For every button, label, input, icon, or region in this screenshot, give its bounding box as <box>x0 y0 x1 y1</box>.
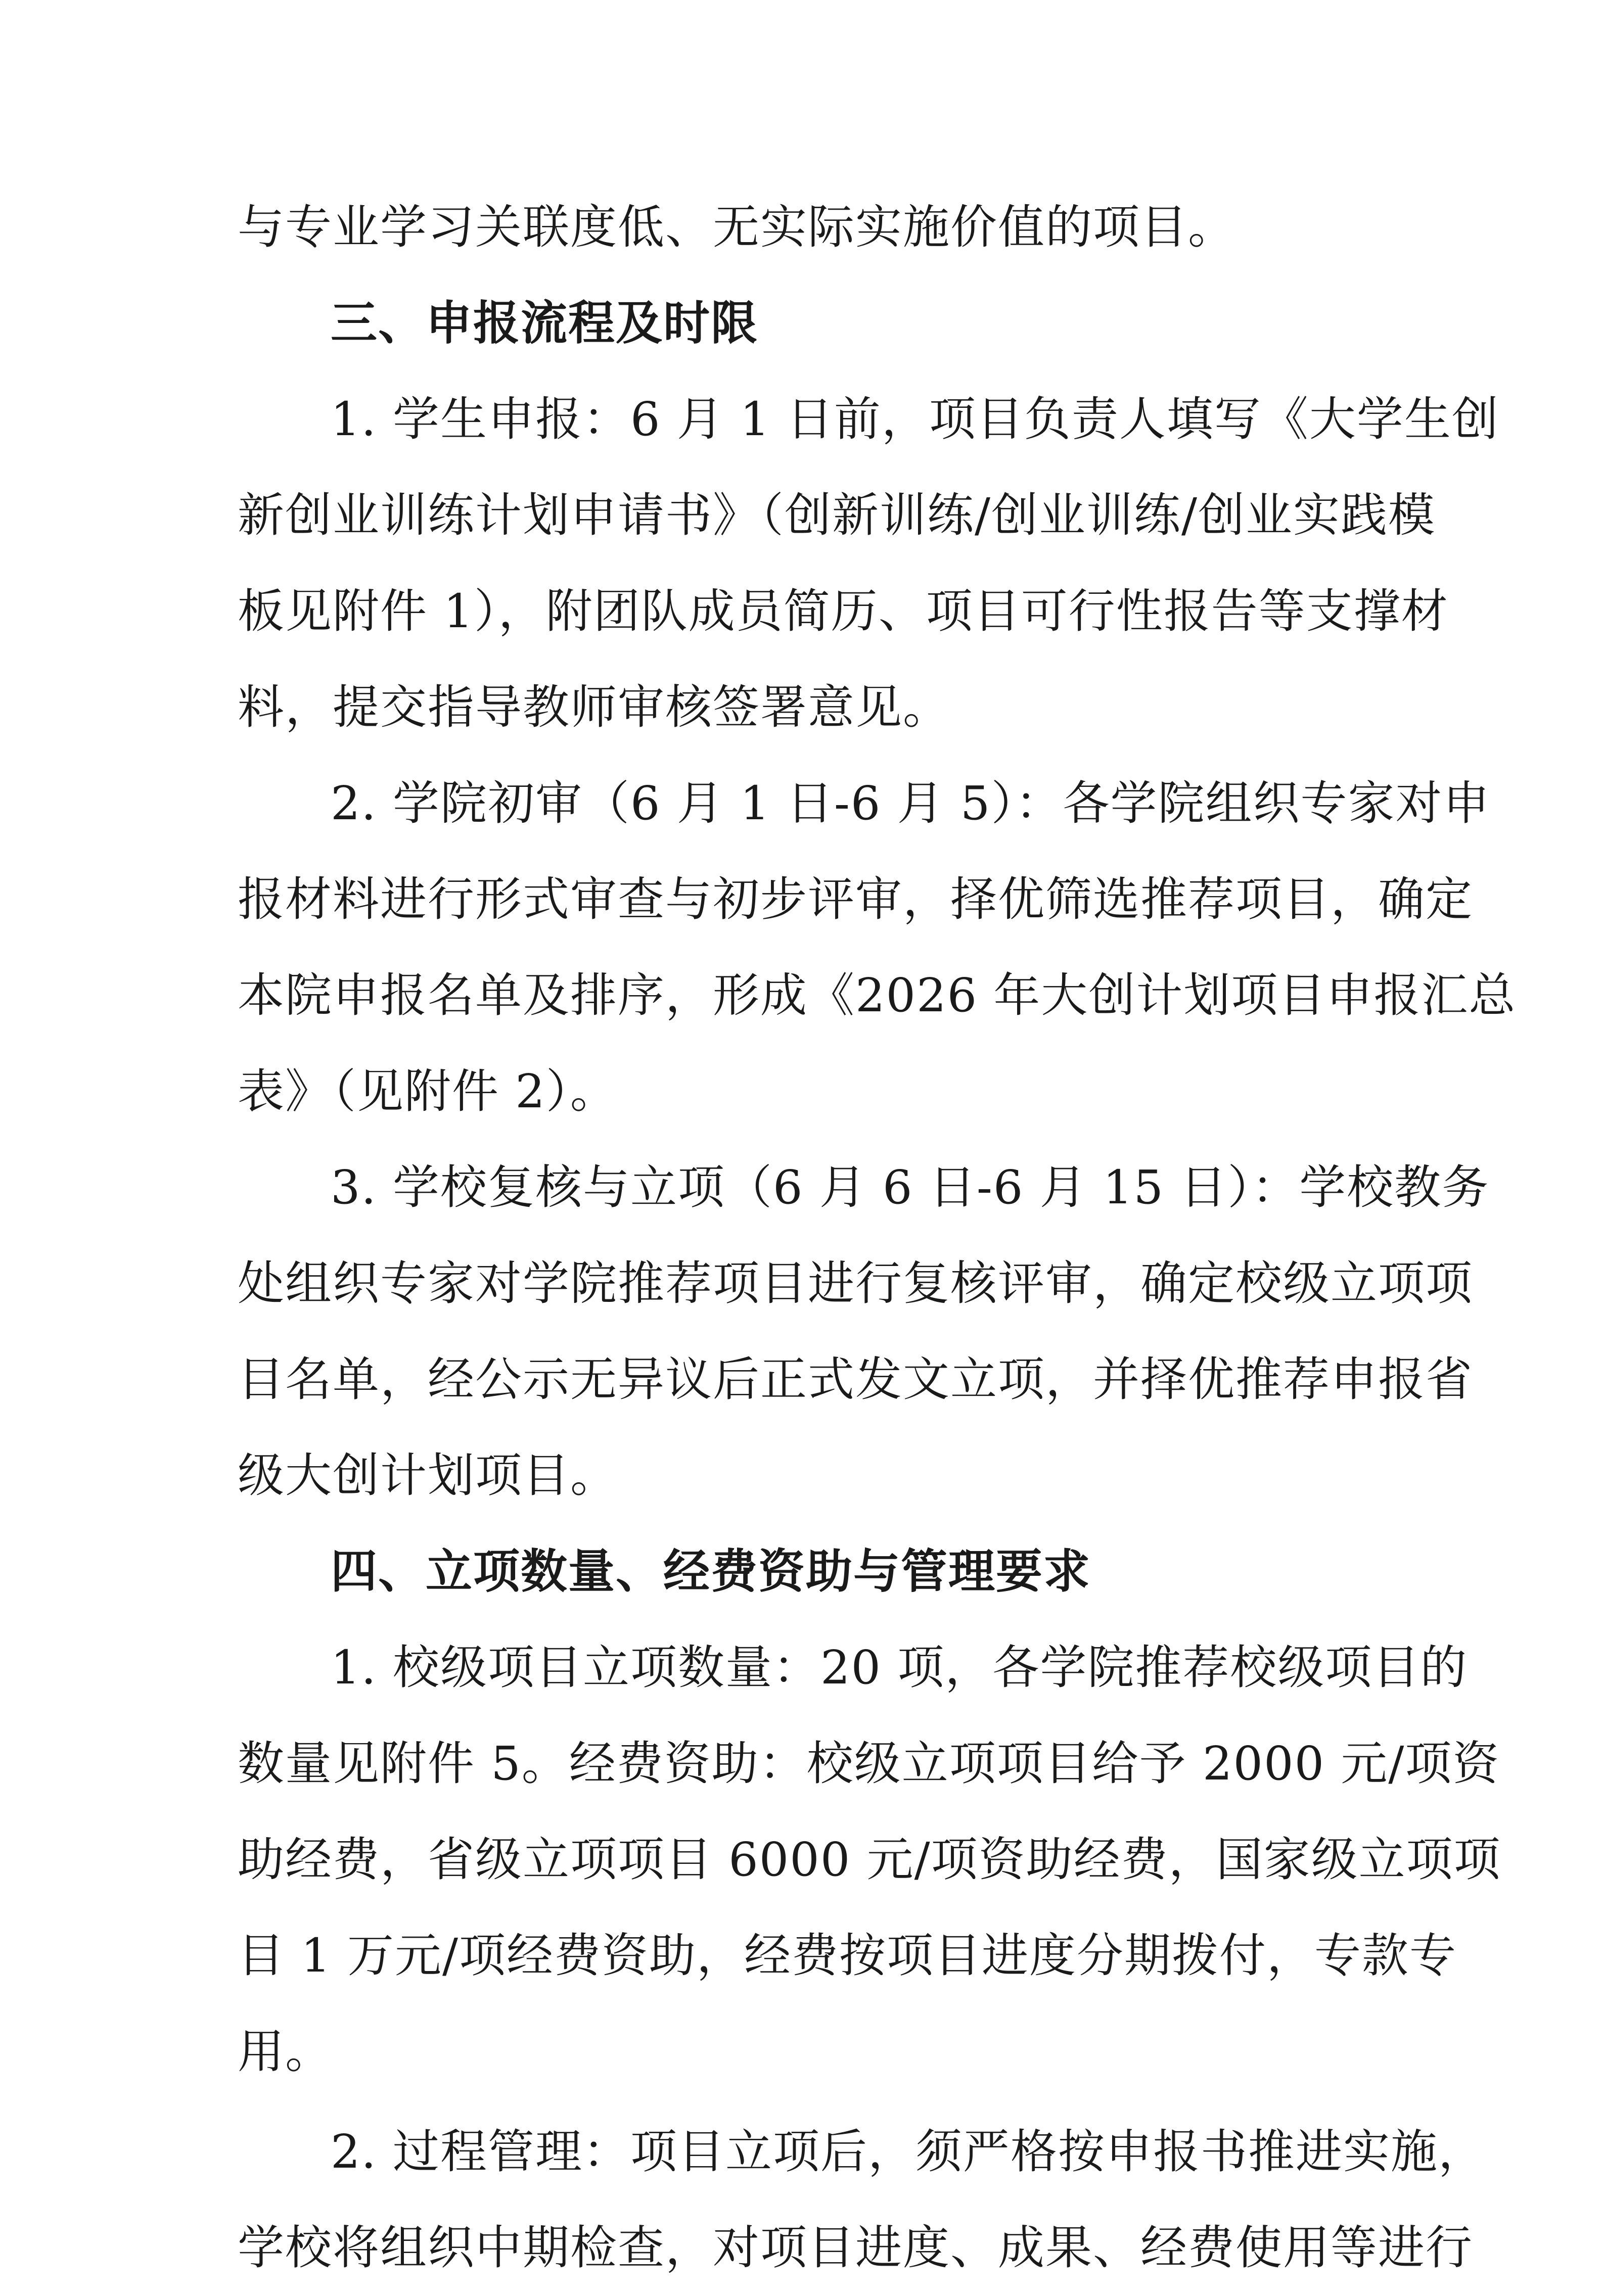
paragraph-line: 新创业训练计划申请书》（创新训练/创业训练/创业实践模 <box>238 488 1436 542</box>
paragraph-line: 本院申报名单及排序，形成《2026 年大创计划项目申报汇总 <box>238 968 1517 1022</box>
paragraph-line: 用。 <box>238 2025 333 2079</box>
paragraph-3-1-student-application <box>238 371 1499 756</box>
paragraph-line: 2. 过程管理：项目立项后，须严格按申报书推进实施， <box>331 2125 1486 2179</box>
paragraph-line: 报材料进行形式审查与初步评审，择优筛选推荐项目，确定 <box>238 872 1474 926</box>
paragraph-4-1-funding <box>238 1620 1501 2100</box>
section-heading-4: 四、立项数量、经费资助与管理要求 <box>331 1544 1091 1599</box>
paragraph-line: 数量见附件 5。经费资助：校级立项项目给予 2000 元/项资 <box>238 1737 1500 1791</box>
paragraph-3-2-college-review <box>238 756 1517 1140</box>
paragraph-3-3-school-approval <box>238 1140 1490 1524</box>
section-heading-3: 三、申报流程及时限 <box>331 296 759 350</box>
paragraph-line: 3. 学校复核与立项（6 月 6 日-6 月 15 日）：学校教务 <box>331 1160 1490 1214</box>
paragraph-gap <box>238 2100 1375 2104</box>
paragraph-line: 1. 学生申报：6 月 1 日前，项目负责人填写《大学生创 <box>331 392 1499 446</box>
paragraph-line: 处组织专家对学院推荐项目进行复核评审，确定校级立项项 <box>238 1256 1474 1310</box>
paragraph-line: 目 1 万元/项经费资助，经费按项目进度分期拨付，专款专 <box>238 1929 1457 1983</box>
paragraph-line: 目名单，经公示无异议后正式发文立项，并择优推荐申报省 <box>238 1352 1474 1407</box>
paragraph-line: 2. 学院初审（6 月 1 日-6 月 5）：各学院组织专家对申 <box>331 776 1491 830</box>
paragraph-line: 学校将组织中期检查，对项目进度、成果、经费使用等进行 <box>238 2221 1474 2275</box>
paragraph-line: 助经费，省级立项项目 6000 元/项资助经费，国家级立项项 <box>238 1833 1501 1887</box>
paragraph-line: 板见附件 1），附团队成员简历、项目可行性报告等支撑材 <box>238 584 1449 638</box>
paragraph-line: 表》（见附件 2）。 <box>238 1064 618 1118</box>
paragraph-line: 料，提交指导教师审核签署意见。 <box>238 680 951 734</box>
paragraph-continuation-line: 与专业学习关联度低、无实际实施价值的项目。 <box>238 200 1236 254</box>
paragraph-line: 1. 校级项目立项数量：20 项，各学院推荐校级项目的 <box>331 1641 1468 1695</box>
document-body <box>238 179 1517 2296</box>
paragraph-4-2-process-management <box>238 2104 1486 2296</box>
paragraph-line: 级大创计划项目。 <box>238 1448 618 1503</box>
